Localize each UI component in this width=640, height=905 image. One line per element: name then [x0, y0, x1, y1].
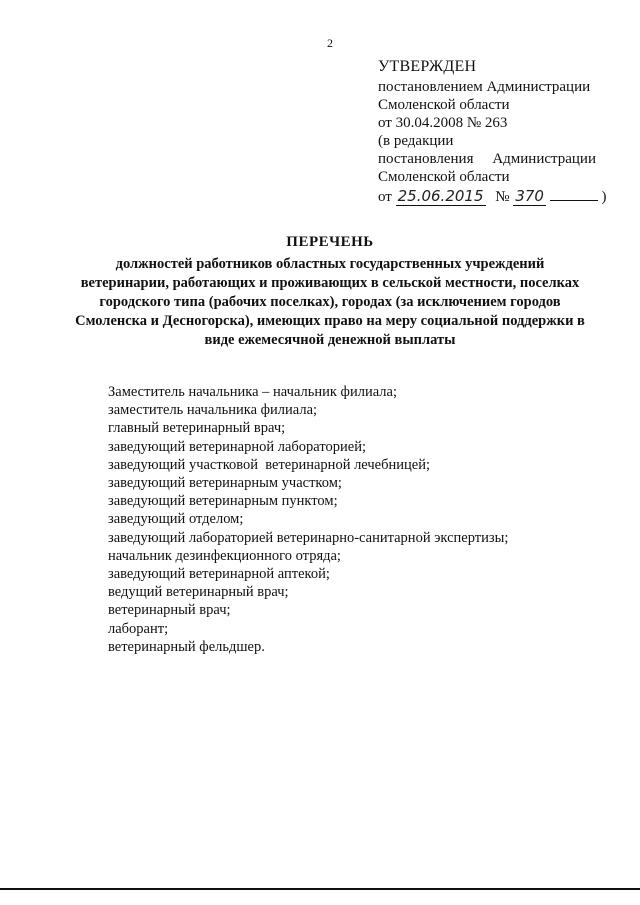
approval-line-5	[378, 150, 596, 168]
list-item: ведущий ветеринарный врач;	[108, 584, 289, 601]
subtitle-line-5: виде ежемесячной денежной выплаты	[204, 332, 456, 348]
list-item: заведующий ветеринарным пунктом;	[108, 493, 338, 510]
approval-line-4: (в редакции	[378, 133, 454, 149]
document-title-block	[60, 233, 600, 350]
list-item: заведующий ветеринарным участком;	[108, 475, 342, 492]
page-number: 2	[327, 36, 333, 50]
subtitle-line-3: городского типа (рабочих поселках), городах (за исключением городов	[99, 294, 561, 310]
list-item: начальник дезинфекционного отряда;	[108, 547, 341, 564]
handwritten-date: 25.06.2015	[397, 187, 484, 205]
subtitle-line-2: ветеринарии, работающих и проживающих в сельской местности, поселках	[80, 275, 580, 291]
blank-line	[550, 186, 598, 201]
number-prefix: №	[495, 189, 510, 205]
subtitle-line-1: должностей работников областных государственных учреждений	[115, 256, 545, 272]
approval-date-number-line	[378, 186, 607, 206]
approval-line-3: от 30.04.2008 № 263	[378, 115, 508, 131]
list-item: ветеринарный фельдшер.	[108, 638, 265, 655]
approval-line-5-left: постановления	[378, 151, 474, 167]
closing-paren: )	[601, 189, 607, 205]
list-item: заведующий отделом;	[108, 511, 244, 528]
list-item: заведующий ветеринарной аптекой;	[108, 566, 330, 583]
list-item: заместитель начальника филиала;	[108, 402, 318, 419]
date-prefix: от	[378, 189, 392, 205]
subtitle-line-4: Смоленска и Десногорска), имеющих право на меру социальной поддержки в	[75, 313, 585, 329]
list-item: заведующий ветеринарной лабораторией;	[108, 438, 366, 455]
handwritten-number: 370	[515, 187, 544, 205]
list-item: ветеринарный врач;	[108, 602, 231, 619]
list-item: главный ветеринарный врач;	[108, 420, 286, 437]
approval-line-1: постановлением Администрации	[378, 79, 591, 95]
list-item: заведующий участковой ветеринарной лечебницей;	[108, 456, 430, 473]
bottom-divider	[0, 888, 640, 890]
approval-line-6: Смоленской области	[378, 169, 510, 185]
approval-line-2: Смоленской области	[378, 97, 510, 113]
list-item: Заместитель начальника – начальник филиала;	[108, 384, 397, 400]
list-item: лаборант;	[108, 620, 169, 637]
list-item: заведующий лабораторией ветеринарно-санитарной экспертизы;	[108, 529, 509, 546]
approval-line-5-right: Администрации	[492, 151, 596, 167]
approval-heading: УТВЕРЖДЕН	[378, 58, 477, 75]
approval-block	[378, 58, 607, 206]
document-title: ПЕРЕЧЕНЬ	[286, 234, 374, 250]
positions-list	[108, 383, 588, 656]
